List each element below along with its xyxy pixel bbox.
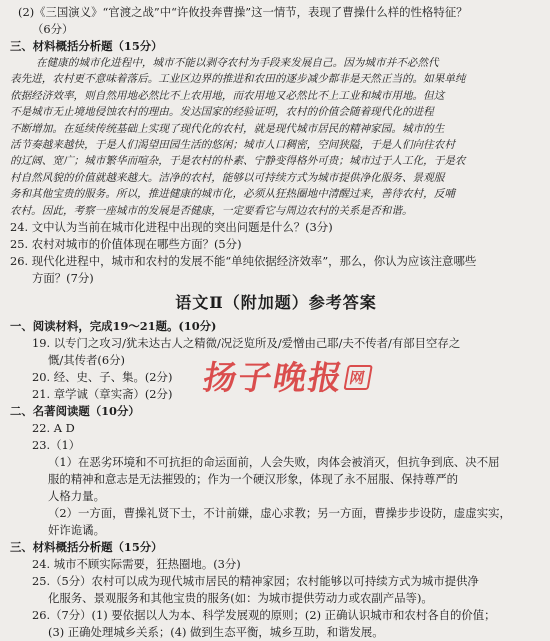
answers-sec2-heading: 二、名著阅读题（10分） [10,404,140,419]
answer-23-2-line2: 奸诈诡谲。 [48,523,105,538]
answer-23-2-line1: （2）一方面，曹操礼贤下士，不计前嫌，虚心求教；另一方面，曹操步步设防，虚虚实实， [48,506,511,521]
section3-heading: 三、材料概括分析题（15分） [10,39,163,53]
answer-23-1-line1: （1）在恶劣环境和不可抗拒的命运面前，人会失败，肉体会被消灭，但抗争到底、决不屈 [48,455,500,470]
answer-23-1-line3: 人格力量。 [48,489,105,504]
passage-line: 不是城市无止境地侵蚀农村的理由。发达国家的经验证明，农村的价值会随着现代化的进程 [10,106,434,119]
question-26-line1: 26. 现代化进程中，城市和农村的发展不能“单纯依据经济效率”，那么，你认为应该注意哪些 [10,254,477,269]
answer-25-line1: 25.（5分）农村可以成为现代城市居民的精神家园；农村能够以可持续方式为城市提供净 [32,574,479,589]
answer-21: 21. 章学诚（章实斋）(2分) [32,387,173,402]
question-24: 24. 文中认为当前在城市化进程中出现的突出问题是什么？(3分) [10,220,333,235]
answer-26-line1: 26.（7分）(1) 要依据以人为本、科学发展观的原则；(2) 正确认识城市和农村各自的价值； [32,608,496,623]
answers-sec3-heading: 三、材料概括分析题（15分） [10,540,163,555]
newspaper-watermark-logo [200,352,375,399]
answers-title: 语文Ⅱ（附加题）参考答案 [175,293,377,313]
passage-line: 表先进，农村更不意味着落后。工业区边界的推进和农田的逐步减少都非是天然正当的。如果单纯 [10,73,466,86]
passage-line: 在健康的城市化进程中，城市不能以剥夺农村为手段来发展自己。因为城市并不必然代 [36,57,439,69]
answer-19-line2: 慨/其传者(6分) [48,353,125,368]
question-25: 25. 农村对城市的价值体现在哪些方面？(5分) [10,237,242,252]
watermark-text: 扬子晚报 [200,358,348,397]
passage [10,55,542,219]
passage-line: 村自然风貌的价值就越来越大。洁净的农村，能够以可持续方式为城市提供净化服务、景观服 [10,171,445,184]
answer-24: 24. 城市不顾实际需要，狂热圈地。(3分) [32,557,241,572]
answer-20: 20. 经、史、子、集。(2分) [32,370,173,385]
passage-line: 务和其他宝贵的服务。所以，推进健康的城市化，必须从狂热圈地中清醒过来，善待农村，反哺 [10,188,455,201]
answer-23-1-line2: 服的精神和意志是无法摧毁的；作为一个硬汉形象，体现了永不屈服、保持尊严的 [48,472,459,487]
answer-26-line2: (3) 正确处理城乡关系；(4) 做到生态平衡，城乡互助，和谐发展。 [48,625,384,640]
question-26-line2: 方面？(7分) [32,271,94,286]
exam-page [10,4,542,641]
question-2-line2: （6分） [32,22,74,36]
passage-line: 依据经济效率，则自然用地必然比不上农用地，而农用地又必然比不上工业和城市用地。但这 [10,89,445,102]
passage-line: 的辽阔、宽广；城市繁华而喧杂，于是农村的朴素、宁静变得格外可贵；城市过于人工化，于是农 [10,155,466,168]
answer-22: 22. A D [32,421,75,436]
passage-line: 活节奏越来越快，于是人们渴望田园生活的悠闲；城市人口稠密，空间狭隘，于是人们向往农村 [10,139,455,152]
passage-line: 不断增加。在延续传统基础上实现了现代化的农村，就是现代城市居民的精神家园。城市的生 [10,122,445,135]
answer-25-line2: 化服务、景观服务和其他宝贵的服务(如：为城市提供劳动力或农副产品等)。 [48,591,433,606]
question-2-line1: (2)《三国演义》“官渡之战”中“许攸投奔曹操”这一情节，表现了曹操什么样的性格特征？ [18,5,468,19]
answer-19-line1: 19. 以专门之攻习/犹未达古人之精微/况泛览所及/爱憎由己耶/夫不传者/有部目空存之 [32,336,461,351]
watermark-net-badge: 网 [343,365,372,390]
passage-line: 农村。因此，考察一座城市的发展是否健康，一定要看它与周边农村的关系是否和谐。 [10,204,413,217]
answers-sec1-heading: 一、阅读材料，完成19～21题。(10分) [10,319,217,334]
answer-23-label: 23.（1） [32,438,81,453]
